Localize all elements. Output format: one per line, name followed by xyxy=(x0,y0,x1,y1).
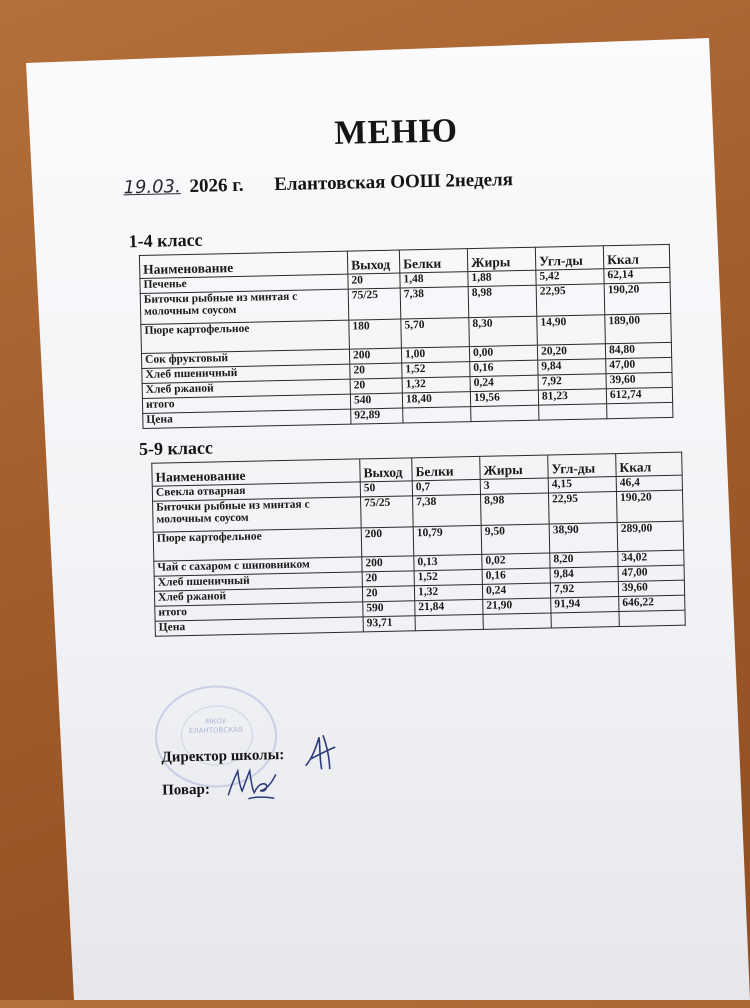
header-name: Наименование xyxy=(139,251,347,278)
empty-cell xyxy=(619,610,685,626)
empty-cell xyxy=(483,613,551,629)
cell-carbs: 7,92 xyxy=(550,582,618,598)
cell-fat: 0,24 xyxy=(470,375,538,391)
director-label: Директор школы: xyxy=(161,747,285,766)
header-protein: Белки xyxy=(412,456,480,480)
menu-table-1-4 xyxy=(139,244,674,429)
cell-kcal: 47,00 xyxy=(606,357,672,373)
director-signature xyxy=(301,729,342,774)
cell-protein: 1,32 xyxy=(414,584,482,600)
cell-out: 75/25 xyxy=(348,288,401,320)
cell-kcal: 289,00 xyxy=(617,521,684,551)
price-label: Цена xyxy=(143,409,351,428)
cell-carbs: 5,42 xyxy=(536,269,604,285)
cell-kcal: 190,20 xyxy=(616,490,683,522)
cell-carbs: 20,20 xyxy=(537,344,605,360)
cell-name: итого xyxy=(142,394,350,413)
cell-protein: 1,52 xyxy=(414,569,482,585)
cell-carbs: 22,95 xyxy=(548,492,617,524)
cell-protein: 7,38 xyxy=(413,494,482,526)
price-value: 92,89 xyxy=(351,408,403,424)
section-title-1-4: 1-4 класс xyxy=(128,229,203,252)
header-carbs: Угл-ды xyxy=(548,454,616,478)
cell-kcal: 646,22 xyxy=(619,595,685,611)
cell-carbs: 22,95 xyxy=(536,284,605,316)
empty-cell xyxy=(551,612,619,628)
cell-fat: 1,88 xyxy=(468,270,536,286)
cell-carbs: 14,90 xyxy=(537,315,606,345)
cell-out: 20 xyxy=(350,378,402,394)
header-carbs: Угл-ды xyxy=(535,246,603,270)
cell-name: Хлеб ржаной xyxy=(154,587,362,606)
cell-fat: 8,98 xyxy=(468,285,537,317)
cell-kcal: 34,02 xyxy=(618,550,684,566)
cell-protein: 1,00 xyxy=(401,347,469,363)
cell-carbs: 9,84 xyxy=(538,359,606,375)
header-out: Выход xyxy=(347,250,399,274)
cell-fat: 8,30 xyxy=(469,316,538,346)
price-value: 93,71 xyxy=(363,616,415,632)
cell-out: 20 xyxy=(362,571,414,587)
header-kcal: Ккал xyxy=(616,452,682,476)
cell-name: Хлеб пшеничный xyxy=(142,364,350,383)
menu-table-5-9 xyxy=(151,452,686,637)
cell-out: 540 xyxy=(350,393,402,409)
date-year: 2026 г. xyxy=(189,174,244,197)
cell-protein: 0,7 xyxy=(412,479,480,495)
empty-cell xyxy=(403,407,471,423)
school-name: Елантовская ООШ 2неделя xyxy=(274,169,514,196)
cell-kcal: 39,60 xyxy=(618,580,684,596)
cell-protein: 10,79 xyxy=(413,525,482,555)
empty-cell xyxy=(539,404,607,420)
cell-fat: 0,02 xyxy=(482,553,550,569)
cell-fat: 3 xyxy=(480,478,548,494)
cell-kcal: 47,00 xyxy=(618,565,684,581)
cell-fat: 21,90 xyxy=(483,598,551,614)
cell-name: Биточки рыбные из минтая с молочным соусом xyxy=(140,289,349,324)
cell-name: Хлеб пшеничный xyxy=(154,572,362,591)
cell-out: 180 xyxy=(349,319,402,349)
cell-protein: 18,40 xyxy=(402,392,470,408)
section-title-5-9: 5-9 класс xyxy=(138,437,214,460)
cell-name: Свекла отварная xyxy=(152,482,360,501)
price-label: Цена xyxy=(155,617,363,636)
handwritten-date: 19.03. xyxy=(123,176,181,199)
cell-carbs: 8,20 xyxy=(550,552,618,568)
cell-fat: 19,56 xyxy=(470,390,538,406)
cell-protein: 1,48 xyxy=(400,272,468,288)
cell-protein: 1,32 xyxy=(402,377,470,393)
cell-carbs: 4,15 xyxy=(548,477,616,493)
cell-kcal: 39,60 xyxy=(606,372,672,388)
cell-out: 590 xyxy=(363,601,415,617)
cell-name: Чай с сахаром с шиповником xyxy=(154,557,362,576)
cell-carbs: 9,84 xyxy=(550,567,618,583)
cell-name: итого xyxy=(155,602,363,621)
cell-kcal: 190,20 xyxy=(604,282,671,314)
cell-kcal: 612,74 xyxy=(606,387,672,403)
cell-fat: 8,98 xyxy=(480,493,549,525)
cell-protein: 1,52 xyxy=(402,362,470,378)
cell-kcal: 46,4 xyxy=(616,475,682,491)
cell-fat: 0,00 xyxy=(469,345,537,361)
cell-protein: 21,84 xyxy=(415,599,483,615)
empty-cell xyxy=(607,402,673,418)
cell-name: Пюре картофельное xyxy=(153,528,362,561)
header-fat: Жиры xyxy=(467,247,535,271)
cell-protein: 0,13 xyxy=(414,554,482,570)
header-fat: Жиры xyxy=(480,455,548,479)
cell-name: Сок фруктовый xyxy=(141,349,349,368)
header-out: Выход xyxy=(360,458,412,482)
date-school-line xyxy=(123,169,513,199)
cell-fat: 0,24 xyxy=(482,583,550,599)
empty-cell xyxy=(471,405,539,421)
cell-out: 200 xyxy=(362,556,414,572)
cook-label: Повар: xyxy=(161,781,211,799)
header-kcal: Ккал xyxy=(603,244,669,268)
cell-out: 20 xyxy=(350,363,402,379)
header-protein: Белки xyxy=(399,249,467,273)
cell-out: 200 xyxy=(349,348,401,364)
cell-fat: 0,16 xyxy=(482,568,550,584)
cell-out: 200 xyxy=(361,527,414,557)
cell-name: Печенье xyxy=(140,274,348,293)
cell-carbs: 38,90 xyxy=(549,523,618,553)
empty-cell xyxy=(415,614,483,630)
cell-name: Хлеб ржаной xyxy=(142,379,350,398)
cell-kcal: 62,14 xyxy=(604,267,670,283)
cell-out: 75/25 xyxy=(361,496,414,528)
cell-out: 50 xyxy=(360,481,412,497)
stamp-text: МКОУ ЕЛАНТОВСКАЯ xyxy=(188,717,243,736)
cell-kcal: 189,00 xyxy=(605,313,672,343)
cell-kcal: 84,80 xyxy=(605,342,671,358)
cell-protein: 7,38 xyxy=(400,287,469,319)
header-name: Наименование xyxy=(152,459,360,486)
cell-protein: 5,70 xyxy=(401,318,470,348)
cell-name: Биточки рыбные из минтая с молочным соусом xyxy=(153,497,362,532)
cell-carbs: 7,92 xyxy=(538,374,606,390)
cell-out: 20 xyxy=(362,586,414,602)
cell-out: 20 xyxy=(348,273,400,289)
cell-carbs: 81,23 xyxy=(538,389,606,405)
document-title: МЕНЮ xyxy=(334,112,459,152)
cell-name: Пюре картофельное xyxy=(141,320,350,353)
cell-fat: 0,16 xyxy=(470,360,538,376)
cell-carbs: 91,94 xyxy=(551,597,619,613)
cook-signature xyxy=(224,760,281,805)
cell-fat: 9,50 xyxy=(481,524,550,554)
